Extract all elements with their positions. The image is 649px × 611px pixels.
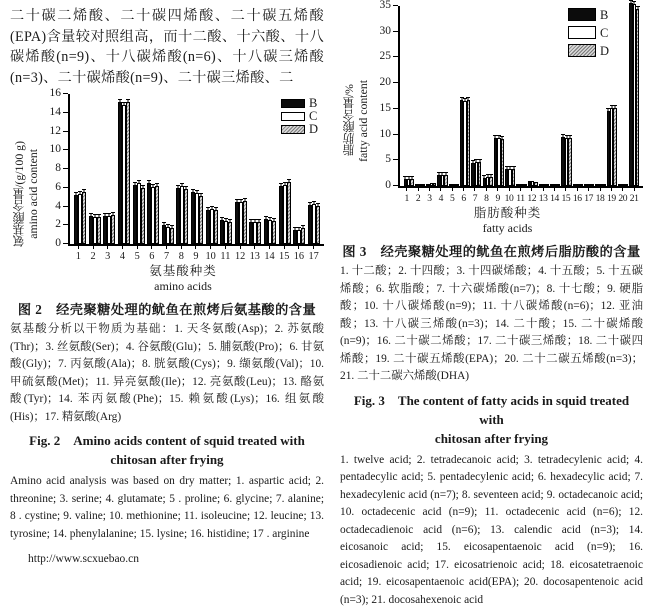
- x-tick-label: 14: [262, 246, 277, 263]
- figure-2-caption-en: [10, 431, 324, 469]
- y-tick-label: 15: [379, 101, 391, 114]
- bar-group-21: [629, 3, 640, 186]
- bar-D-20: [625, 184, 628, 186]
- bar-group-4: [437, 175, 448, 186]
- bar-D-18: [602, 184, 605, 186]
- legend-row-c: [281, 110, 318, 122]
- error-bar-cap: [632, 1, 636, 2]
- legend-swatch-white-icon: [568, 26, 596, 39]
- x-tick-label: 12: [526, 188, 537, 205]
- figure-3-plot-wrap: [379, 0, 643, 205]
- y-tick-mark: [393, 56, 398, 57]
- y-tick-label: 25: [379, 50, 391, 63]
- figure-3-caption-en-line1: Fig. 3 The content of fatty acids in squid treated with: [353, 392, 630, 427]
- bar-group-9: [190, 192, 205, 244]
- y-tick-mark: [393, 82, 398, 83]
- figure-3-chart: [340, 0, 643, 235]
- figure-2-note-en: Amino acid analysis was based on dry matter; 1. aspartic acid; 2. threonine; 3. serine; 4. glutamate; 5 . proline; 6. glycine; 7. alanine; 8 . cystine; 9. valine; 10. methionine; 11. isoleucine; 12. leucine; 13. tyrosine; 14. phenylalanine; 15. lysine; 16. histidine; 17 . arginine: [10, 475, 324, 540]
- error-bar-cap: [180, 183, 184, 184]
- bar-group-12: [234, 201, 249, 244]
- bar-group-17: [307, 204, 322, 244]
- bar-D-2: [422, 184, 425, 186]
- figure-3-plot-area: [379, 0, 643, 191]
- x-tick-label: 11: [515, 188, 526, 205]
- error-bar-cap: [308, 202, 312, 203]
- bar-D-14: [272, 221, 276, 244]
- y-tick-mark: [63, 224, 68, 225]
- y-tick-mark: [63, 243, 68, 244]
- x-tick-label: 20: [617, 188, 628, 205]
- error-bar-cap: [444, 172, 448, 173]
- figure-3-caption-en: [340, 391, 643, 448]
- figure-3-note-cn: 1. 十二酸；2. 十四酸；3. 十四碳烯酸；4. 十五酸；5. 十五碳烯酸；6. 软脂酸；7. 十六碳烯酸(n=7)；8. 十七酸；9. 硬脂酸；10. 十八碳烯酸(n=9)；11. 十八碳烯酸(n=6)；12. 亚油酸；13. 十八碳三烯酸(n=3)；14. 二十酸；15. 二十碳烯酸(n=9)；16. 二十碳二烯酸；17. 二十碳三烯酸；18. 二十碳四烯酸；19. 二十碳五烯酸(EPA)；20. 二十二碳五烯酸(n=3)；21. 二十二碳六烯酸(DHA): [340, 265, 643, 382]
- error-bar-cap: [636, 6, 640, 7]
- bar-group-15: [277, 182, 292, 244]
- error-bar-cap: [118, 99, 122, 100]
- x-tick-label: 18: [594, 188, 605, 205]
- bar-group-11: [516, 184, 527, 186]
- bar-D-19: [613, 108, 616, 186]
- bar-D-11: [228, 222, 232, 245]
- x-tick-label: 3: [100, 246, 115, 263]
- figure-2-caption-cn: 图 2 经壳聚糖处理的鱿鱼在煎烤后氨基酸的含量: [17, 302, 317, 317]
- bar-group-13: [248, 222, 263, 245]
- y-tick-mark: [63, 131, 68, 132]
- error-bar-cap: [272, 218, 276, 219]
- y-axis-label-en: amino acid content: [26, 148, 40, 239]
- y-tick-label: 2: [55, 218, 61, 231]
- legend-swatch-black-icon: [281, 99, 305, 108]
- error-bar-cap: [162, 222, 166, 223]
- left-column: [10, 4, 324, 611]
- legend-swatch-hatched-icon: [281, 125, 305, 134]
- bar-D-6: [467, 100, 470, 186]
- intro-paragraph: 二十碳二烯酸、二十碳四烯酸、二十碳五烯酸(EPA)含量较对照组高，而十二酸、十六酸、十八碳烯酸(n=9)、十八碳烯酸(n=6)、十八碳三烯酸(n=3)、二十碳烯酸(n=9)、二十碳三烯酸、二: [10, 8, 324, 86]
- x-tick-label: 14: [549, 188, 560, 205]
- bar-group-9: [493, 138, 504, 186]
- bar-group-8: [175, 186, 190, 244]
- bar-D-8: [184, 189, 188, 244]
- y-tick-mark: [63, 149, 68, 150]
- error-bar-cap: [316, 203, 320, 204]
- x-tick-label: 2: [86, 246, 101, 263]
- bar-group-16: [292, 228, 307, 244]
- bar-D-9: [199, 196, 203, 244]
- error-bar-cap: [466, 97, 470, 98]
- right-column: [340, 0, 643, 611]
- x-tick-label: 17: [583, 188, 594, 205]
- x-tick-label: 7: [469, 188, 480, 205]
- bar-group-8: [482, 177, 493, 186]
- figure-3-caption-cn: 图 3 经壳聚糖处理的鱿鱼在煎烤后脂肪酸的含量: [342, 244, 641, 259]
- y-axis-label-cn: 氨基酸含量/(g/100 g): [12, 140, 26, 247]
- bar-D-5: [141, 188, 145, 244]
- bar-D-15: [287, 182, 291, 244]
- bar-group-11: [219, 220, 234, 244]
- error-bar-cap: [410, 176, 414, 177]
- bar-D-6: [155, 186, 159, 244]
- error-bar-cap: [107, 213, 111, 214]
- error-bar-cap: [151, 184, 155, 185]
- error-bar-cap: [478, 159, 482, 160]
- figure-2-caption-en-line2: chitosan after frying: [110, 452, 224, 467]
- bar-D-1: [82, 192, 86, 244]
- figure-2-caption-en-line1: Fig. 2 Amino acids content of squid treated with: [29, 433, 305, 448]
- bar-D-7: [170, 228, 174, 244]
- bar-D-11: [523, 184, 526, 186]
- x-tick-label: 1: [401, 188, 412, 205]
- y-tick-label: 0: [385, 179, 391, 191]
- error-bar-cap: [228, 219, 232, 220]
- x-tick-label: 8: [481, 188, 492, 205]
- figure-3-x-axis-title: [372, 206, 643, 235]
- bar-group-5: [131, 183, 146, 244]
- bar-group-7: [471, 162, 482, 186]
- x-axis-title-cn: 脂肪酸种类: [473, 206, 542, 220]
- bar-group-1: [73, 192, 88, 244]
- bar-D-2: [97, 217, 101, 244]
- bar-D-17: [591, 184, 594, 186]
- bar-group-5: [448, 184, 459, 186]
- x-tick-label: 16: [572, 188, 583, 205]
- bar-group-7: [161, 225, 176, 244]
- bar-group-20: [617, 184, 628, 186]
- bar-D-7: [478, 162, 481, 186]
- y-tick-label: 10: [379, 127, 391, 140]
- y-tick-mark: [393, 31, 398, 32]
- figure-2-plot-wrap: [49, 87, 324, 263]
- y-tick-mark: [393, 159, 398, 160]
- legend-label-d: D: [599, 43, 609, 58]
- x-tick-label: 4: [115, 246, 130, 263]
- bar-group-2: [414, 184, 425, 186]
- figure-3-legend: [568, 8, 609, 57]
- x-tick-label: 4: [435, 188, 446, 205]
- error-bar-cap: [82, 189, 86, 190]
- x-tick-label: 13: [247, 246, 262, 263]
- bar-D-17: [316, 206, 320, 244]
- bar-D-1: [410, 179, 413, 186]
- bar-group-10: [505, 169, 516, 186]
- x-tick-label: 10: [503, 188, 514, 205]
- x-axis-title-en: fatty acids: [482, 221, 533, 235]
- figure-2-plot-area: [49, 87, 324, 249]
- x-tick-label: 16: [292, 246, 307, 263]
- bar-D-10: [214, 210, 218, 244]
- bar-D-21: [636, 9, 639, 186]
- bar-group-6: [459, 100, 470, 186]
- x-tick-label: 12: [233, 246, 248, 263]
- bar-D-16: [580, 184, 583, 186]
- y-tick-mark: [63, 112, 68, 113]
- y-tick-label: 4: [55, 199, 61, 212]
- y-tick-label: 12: [49, 124, 61, 137]
- error-bar-cap: [512, 166, 516, 167]
- bar-D-12: [243, 201, 247, 244]
- journal-url: http://www.scxuebao.cn: [28, 553, 140, 565]
- error-bar-cap: [489, 174, 493, 175]
- bar-group-15: [561, 137, 572, 186]
- bar-group-18: [595, 184, 606, 186]
- error-bar-cap: [214, 207, 218, 208]
- figure-2-plot-column: [42, 87, 324, 293]
- x-axis-title-en: amino acids: [154, 279, 212, 293]
- legend-row-c: [568, 26, 609, 39]
- y-tick-mark: [393, 134, 398, 135]
- y-tick-label: 0: [55, 237, 61, 249]
- y-tick-label: 6: [55, 180, 61, 193]
- x-tick-label: 15: [277, 246, 292, 263]
- bar-D-3: [111, 215, 115, 244]
- bar-group-3: [426, 183, 437, 186]
- y-tick-mark: [63, 93, 68, 94]
- figure-3-y-axis-label: [340, 6, 372, 235]
- legend-row-b: [568, 8, 609, 21]
- y-tick-mark: [393, 185, 398, 186]
- x-axis-title-cn: 氨基酸种类: [149, 264, 217, 278]
- bar-D-8: [489, 177, 492, 186]
- error-bar-cap: [279, 183, 283, 184]
- error-bar-cap: [184, 186, 188, 187]
- error-bar-cap: [613, 105, 617, 106]
- y-tick-mark: [63, 168, 68, 169]
- legend-row-b: [281, 97, 318, 109]
- bar-D-14: [557, 184, 560, 186]
- error-bar-cap: [243, 198, 247, 199]
- bar-D-5: [455, 184, 458, 186]
- x-tick-label: 2: [412, 188, 423, 205]
- y-tick-mark: [393, 5, 398, 6]
- figure-3-note-en: 1. twelve acid; 2. tetradecanoic acid; 3. tetradecylenic acid; 4. pentadecylic acid; 5. pentadecylenic acid; 6. hexadecylic acid; 7. hexadecylenic acid (n=7); 8. seventeen acid; 9. octadecanoic acid; 10. octadecenic acid (n=9); 11. octadecenic acid (n=6); 12. octadecadienoic acid (n=6); 13. calendic acid (n=3); 14. eicosanoic acid; 15. eicosapentaenoic acid (n=9); 16. eicosadienoic acid; 17. eicosatrienoic acid; 18. eicosatetraenoic acid; 19. eicosapentaenoic acid(EPA); 20. docosapentenoic acid (n=3); 21. docosahexenoic acid: [340, 453, 643, 606]
- y-tick-mark: [63, 206, 68, 207]
- y-axis-label-en: fatty acid content: [356, 79, 370, 162]
- bar-group-13: [538, 184, 549, 186]
- error-bar-cap: [126, 99, 130, 100]
- y-tick-label: 16: [49, 87, 61, 99]
- error-bar-cap: [195, 190, 199, 191]
- bar-group-12: [527, 181, 538, 186]
- bar-D-10: [512, 169, 515, 186]
- x-tick-label: 9: [189, 246, 204, 263]
- legend-row-d: [281, 123, 318, 135]
- bar-group-4: [117, 102, 132, 244]
- bar-group-2: [88, 216, 103, 244]
- legend-label-b: B: [308, 96, 318, 110]
- x-tick-label: 3: [424, 188, 435, 205]
- error-bar-cap: [111, 212, 115, 213]
- x-tick-label: 6: [458, 188, 469, 205]
- error-bar-cap: [170, 225, 174, 226]
- x-tick-label: 9: [492, 188, 503, 205]
- y-tick-label: 8: [55, 162, 61, 174]
- x-tick-label: 5: [130, 246, 145, 263]
- figure-2-x-tick-labels: [68, 246, 324, 263]
- legend-swatch-hatched-icon: [568, 44, 596, 57]
- figure-3-plot-column: [372, 0, 643, 235]
- figure-3-x-tick-labels: [398, 188, 643, 205]
- error-bar-cap: [147, 180, 151, 181]
- x-tick-label: 21: [629, 188, 640, 205]
- y-tick-label: 30: [379, 24, 391, 37]
- bar-D-15: [568, 138, 571, 186]
- figure-2-y-axis-label: [10, 94, 42, 293]
- y-tick-mark: [393, 108, 398, 109]
- bar-group-3: [102, 215, 117, 244]
- figure-3-caption-en-line2: chitosan after frying: [434, 430, 549, 446]
- bar-group-1: [403, 179, 414, 186]
- x-tick-label: 8: [174, 246, 189, 263]
- bar-D-16: [301, 228, 305, 244]
- bar-D-3: [433, 183, 436, 186]
- error-bar-cap: [137, 180, 141, 181]
- x-tick-label: 10: [203, 246, 218, 263]
- error-bar-cap: [287, 179, 291, 180]
- x-tick-label: 17: [306, 246, 321, 263]
- x-tick-label: 15: [560, 188, 571, 205]
- bar-group-17: [584, 184, 595, 186]
- bar-group-6: [146, 183, 161, 244]
- bar-D-13: [257, 222, 261, 244]
- bar-group-14: [263, 219, 278, 244]
- y-tick-label: 20: [379, 76, 391, 89]
- figure-2-legend: [281, 97, 318, 135]
- y-axis-label-cn: 脂肪酸含量/%: [342, 84, 356, 157]
- x-tick-label: 1: [71, 246, 86, 263]
- error-bar-cap: [257, 219, 261, 220]
- error-bar-cap: [141, 185, 145, 186]
- bar-group-16: [572, 184, 583, 186]
- y-tick-label: 10: [49, 143, 61, 156]
- legend-swatch-black-icon: [568, 8, 596, 21]
- bar-D-4: [444, 175, 447, 186]
- bar-D-4: [126, 102, 130, 244]
- error-bar-cap: [97, 214, 101, 215]
- legend-row-d: [568, 44, 609, 57]
- error-bar-cap: [199, 193, 203, 194]
- legend-label-d: D: [308, 122, 318, 136]
- figure-2-x-axis-title: [42, 264, 324, 293]
- bar-group-14: [550, 184, 561, 186]
- bar-D-9: [501, 139, 504, 186]
- y-tick-label: 35: [379, 0, 391, 11]
- legend-label-c: C: [308, 109, 318, 123]
- bar-group-10: [204, 209, 219, 244]
- y-tick-label: 5: [385, 153, 391, 166]
- error-bar-cap: [239, 199, 243, 200]
- x-tick-label: 5: [447, 188, 458, 205]
- legend-label-b: B: [599, 7, 609, 22]
- figure-2-note-cn: 氨基酸分析以干物质为基础：1. 天冬氨酸(Asp)；2. 苏氨酸(Thr)；3. 丝氨酸(Ser)；4. 谷氨酸(Glu)；5. 脯氨酸(Pro)；6. 甘氨酸(Gly)；7. 丙氨酸(Ala)；8. 胱氨酸(Cys)；9. 缬氨酸(Val)；10. 甲硫氨酸(Met)；11. 异亮氨酸(Ile)；12. 亮氨酸(Leu)；13. 酪氨酸(Tyr)；14. 苯丙氨酸(Phe)；15. 赖氨酸(Lys)；16. 组氨酸(His)；17. 精氨酸(Arg): [10, 323, 324, 423]
- y-tick-mark: [63, 187, 68, 188]
- x-tick-label: 11: [218, 246, 233, 263]
- x-tick-label: 7: [159, 246, 174, 263]
- error-bar-cap: [206, 207, 210, 208]
- y-tick-label: 14: [49, 105, 61, 118]
- error-bar-cap: [471, 160, 475, 161]
- legend-label-c: C: [599, 25, 609, 40]
- x-tick-label: 13: [538, 188, 549, 205]
- x-tick-label: 19: [606, 188, 617, 205]
- bar-group-19: [606, 108, 617, 186]
- legend-swatch-white-icon: [281, 112, 305, 121]
- error-bar-cap: [155, 183, 159, 184]
- figure-2-chart: [10, 87, 324, 293]
- error-bar-cap: [568, 135, 572, 136]
- error-bar-cap: [312, 201, 316, 202]
- error-bar-cap: [74, 192, 78, 193]
- bar-D-12: [534, 182, 537, 186]
- error-bar-cap: [500, 136, 504, 137]
- bar-D-13: [546, 184, 549, 186]
- error-bar-cap: [301, 225, 305, 226]
- x-tick-label: 6: [145, 246, 160, 263]
